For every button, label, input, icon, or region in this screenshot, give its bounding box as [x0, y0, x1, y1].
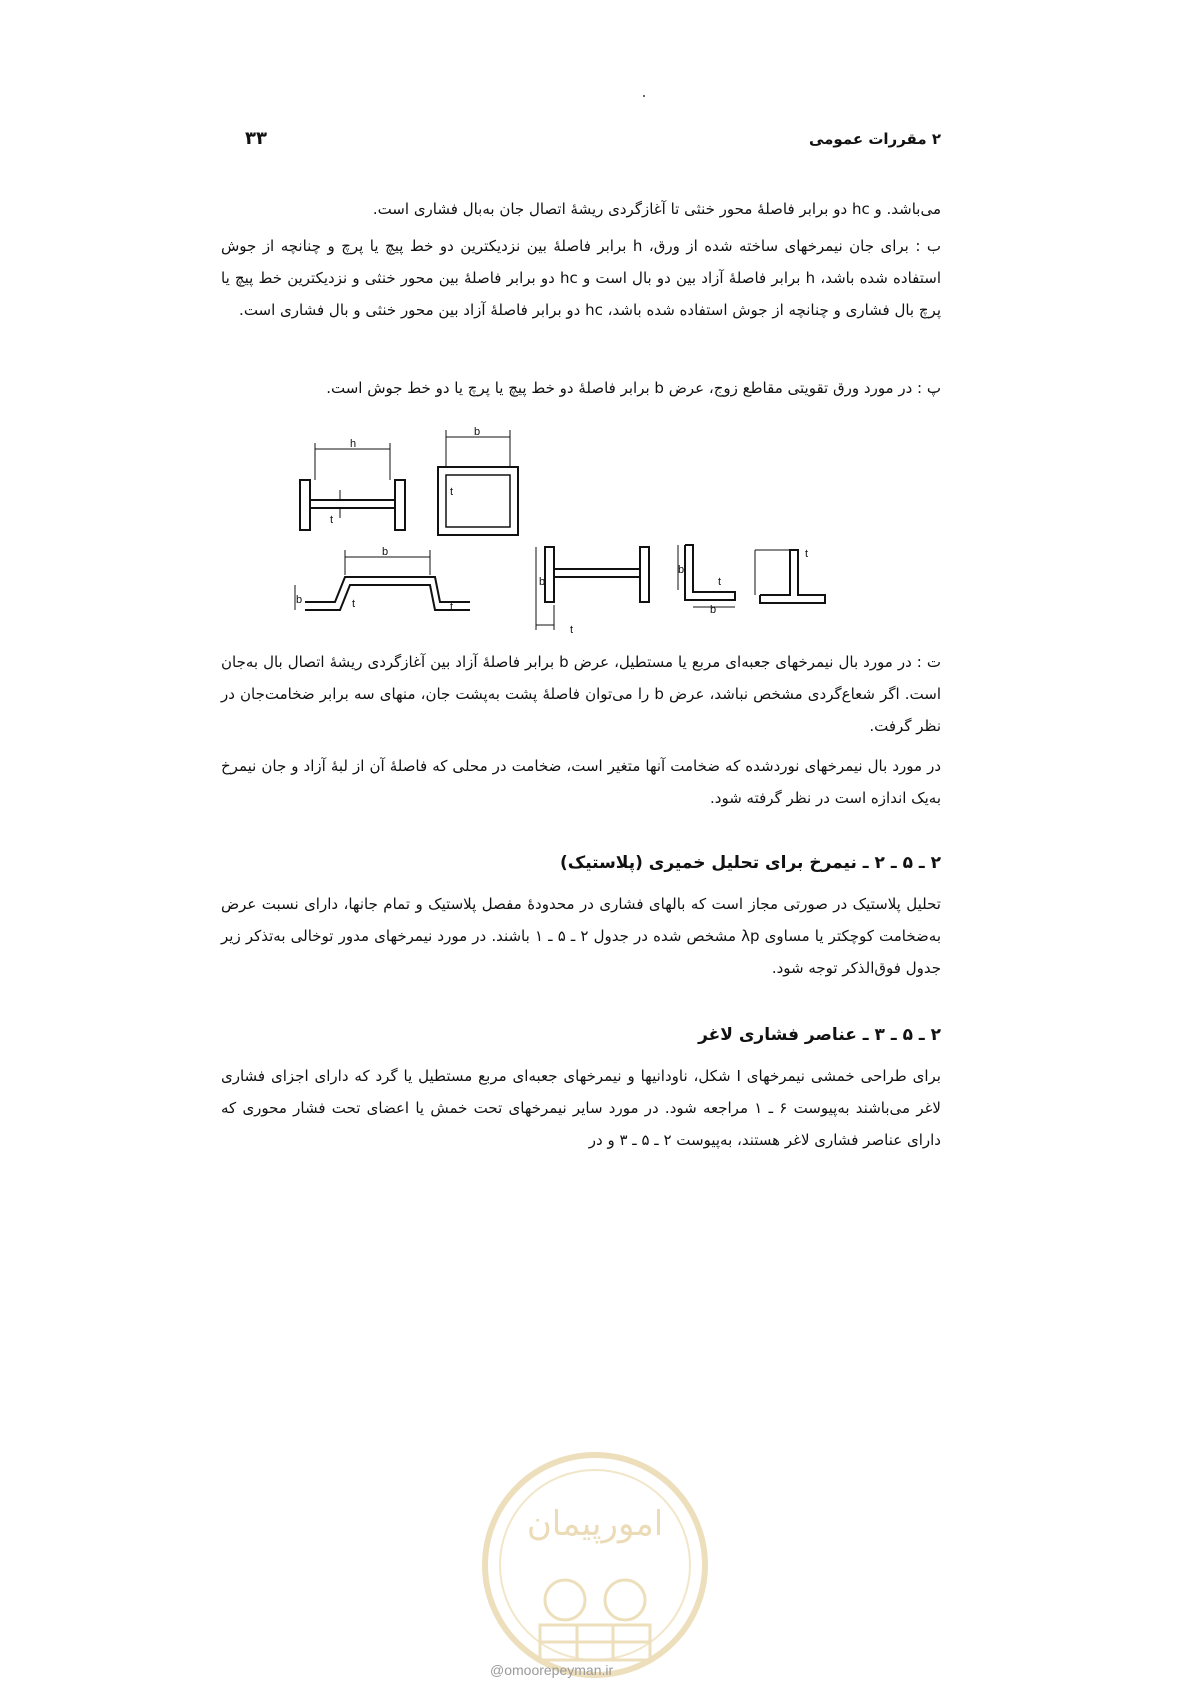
box-section-diagram	[438, 430, 518, 535]
paragraph-t-box-flange: ت : در مورد بال نیمرخهای جعبه‌ای مربع یا مستطیل، عرض b برابر فاصلهٔ آزاد بین آغازگردی ریشهٔ اتصال بال به‌جان است. اگر شعاع‌گردی مشخص نباشد، عرض b را می‌توان فاصلهٔ پشت به‌پشت جان، منهای سه برابر ضخامت‌جان در نظر گرفت.	[221, 653, 942, 735]
tee-section-diagram	[755, 550, 825, 603]
label-t-h: t	[330, 514, 334, 526]
hat-section-diagram	[295, 550, 470, 610]
label-b-box: b	[474, 426, 481, 438]
label-t-tee: t	[805, 548, 809, 560]
paragraph-plastic-analysis: تحلیل پلاستیک در صورتی مجاز است که بالهای فشاری در محدودهٔ مفصل پلاستیک و تمام جانها، دارای نسبت عرض به‌ضخامت کوچکتر یا مساوی λp مشخص شده در جدول ۲ ـ ۵ ـ ۱ باشند. در مورد نیمرخهای مدور توخالی به‌تذکر زیر جدول فوق‌الذکر توجه شود.	[221, 895, 942, 977]
watermark-url: @omoorepeyman.ir	[490, 1662, 614, 1678]
paragraph-rolled-flange: در مورد بال نیمرخهای نوردشده که ضخامت آنها متغیر است، ضخامت در محلی که فاصلهٔ آن از لبهٔ آزاد و جان نیمرخ به‌یک اندازه است در نظر گرفته شود.	[221, 757, 941, 807]
label-t-angle: t	[718, 576, 722, 588]
i-section-diagram	[536, 547, 649, 630]
angle-section-diagram	[678, 545, 735, 607]
label-t-hat-end: t	[450, 601, 454, 613]
label-t-box: t	[450, 486, 454, 498]
h-section-diagram	[300, 443, 405, 530]
heading-plastic-analysis: ۲ ـ ۵ ـ ۲ ـ نیمرخ برای تحلیل خمیری (پلاستیک)	[560, 853, 941, 873]
watermark-logo	[470, 1440, 720, 1700]
label-b-angle-leg: b	[710, 604, 717, 616]
label-h: h	[350, 438, 357, 450]
label-b-hat-flange: b	[296, 594, 303, 606]
paragraph-slender-elements: برای طراحی خمشی نیمرخهای I شکل، ناودانیها و نیمرخهای جعبه‌ای مربع مستطیل یا گرد که دارای اجزای فشاری لاغر می‌باشند به‌پیوست ۶ ـ ۱ مراجعه شود. در مورد سایر نیمرخهای تحت خمش یا اعضای تحت فشار محوری که دارای عناصر فشاری لاغر هستند، به‌پیوست ۲ ـ ۵ ـ ۳ و در	[221, 1067, 941, 1149]
paragraph-hc-definition: می‌باشد. و hc دو برابر فاصلهٔ محور خنثی تا آغازگردی ریشهٔ اتصال جان به‌بال فشاری است.	[372, 200, 941, 218]
page-number: ۳۳	[245, 128, 267, 149]
scan-dot	[643, 95, 645, 97]
heading-slender-elements: ۲ ـ ۵ ـ ۳ ـ عناصر فشاری لاغر	[698, 1025, 941, 1045]
label-b-hat: b	[382, 546, 389, 558]
label-t-hat: t	[352, 598, 356, 610]
paragraph-p-cover-plate: پ : در مورد ورق تقویتی مقاطع زوج، عرض b برابر فاصلهٔ دو خط پیچ یا پرچ یا دو خط جوش است.	[326, 379, 941, 397]
paragraph-b-web: ب : برای جان نیمرخهای ساخته شده از ورق، h برابر فاصلهٔ بین نزدیکترین دو خط پیچ یا پرچ و چنانچه از جوش استفاده شده باشد، h برابر فاصلهٔ آزاد بین دو بال است و hc دو برابر فاصلهٔ بین محور خنثی و نزدیکترین خط پیچ یا پرچ بال فشاری و چنانچه از جوش استفاده شده باشد، hc دو برابر فاصلهٔ آزاد بین محور خنثی و بال فشاری است.	[221, 237, 942, 319]
label-t-i: t	[570, 624, 574, 636]
chapter-header: ۲ مقررات عمومی	[808, 130, 941, 148]
label-b-angle: b	[678, 564, 685, 576]
watermark-logo-text: امورپیمان	[526, 1504, 664, 1544]
label-b-i: b	[539, 576, 546, 588]
